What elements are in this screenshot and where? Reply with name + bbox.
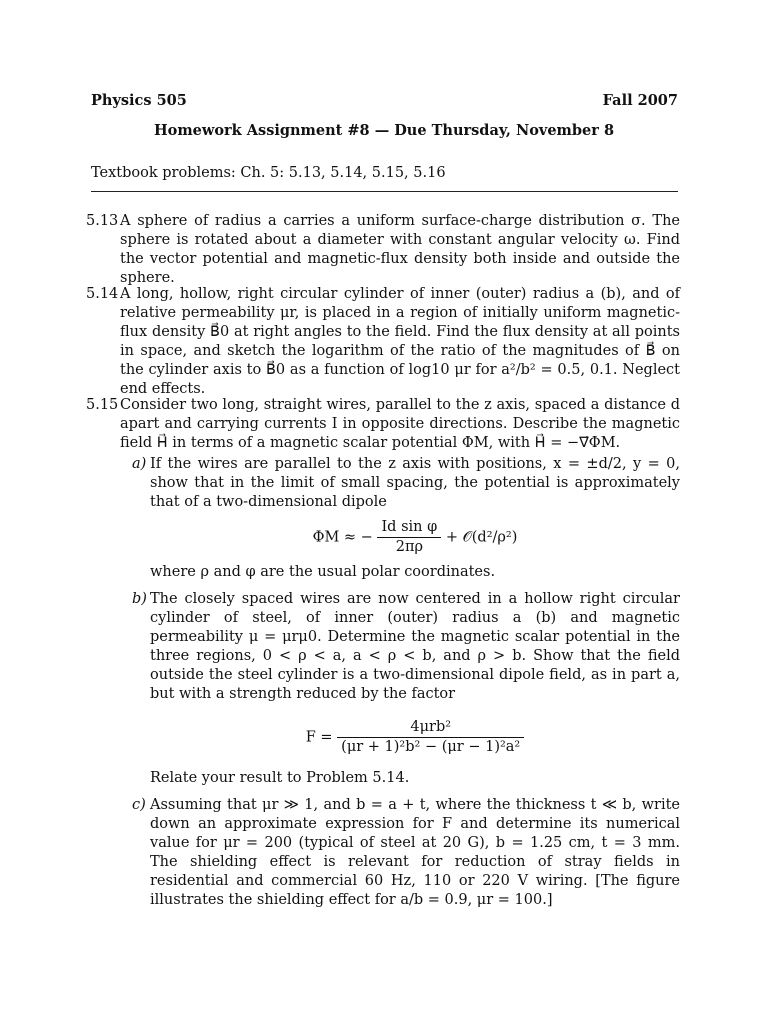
part-a [132,455,680,582]
term: Fall 2007 [602,92,678,109]
equation-rhs: + 𝒪(d²/ρ²) [445,529,518,546]
part-c [132,796,680,910]
assignment-title: Homework Assignment #8 — Due Thursday, November 8 [153,122,615,139]
equation-lhs: F = [305,729,333,746]
textbook-problems: Textbook problems: Ch. 5: 5.13, 5.14, 5.15, 5.16 [91,165,446,181]
fraction-numerator: 4μrb² [337,718,524,738]
problem-number: 5.13 [86,213,119,229]
fraction-denominator: 2πρ [395,539,423,555]
part-after-text: Relate your result to Problem 5.14. [150,770,410,786]
part-text: Assuming that μr ≫ 1, and b = a + t, where the thickness t ≪ b, write down an approximate expression for F and determine its numerical value for μr = 200 (typical of steel at 20 G), b = 1.25 cm, t = 3 mm. The shielding effect is relevant for reduction of stray fields in residential and commercial 60 Hz, 110 or 220 V wiring. [The figure illustrates the shielding effect for a/b = 0.9, μr = 100.] [150,797,680,908]
problem-5-14 [86,285,680,399]
problem-5-13 [86,212,680,288]
factor-equation [150,718,680,757]
part-label: a) [132,456,147,472]
problem-text: Consider two long, straight wires, parallel to the z axis, spaced a distance d apart and carrying currents I in opposite directions. Describe the magnetic field H⃗ in terms of a magnetic scalar potential ΦM, with H⃗ = −∇⃗ΦM. [120,397,680,451]
problem-text: A long, hollow, right circular cylinder of inner (outer) radius a (b), and of relative permeability μr, is placed in a region of initially uniform magnetic-flux density B⃗0 at right angles to the field. Find the flux density at all points in space, and sketch the logarithm of the ratio of the magnitudes of B⃗ on the cylinder axis to B⃗0 as a function of log10 μr for a²/b² = 0.5, 0.1. Neglect end effects. [120,286,680,397]
part-b [132,590,680,788]
problem-5-15 [86,396,680,910]
equation-lhs: ΦM ≈ − [312,529,373,546]
fraction-denominator: (μr + 1)²b² − (μr − 1)²a² [341,739,521,755]
problem-text: A sphere of radius a carries a uniform surface-charge distribution σ. The sphere is rotated about a diameter with constant angular velocity ω. Find the vector potential and magnetic-flux density both inside and outside the sphere. [120,213,680,286]
part-after-text: where ρ and φ are the usual polar coordinates. [150,564,496,580]
part-text: The closely spaced wires are now centered in a hollow right circular cylinder of steel, of inner (outer) radius a (b) and magnetic permeability μ = μrμ0. Determine the magnetic scalar potential in the three regions, 0 < ρ < a, a < ρ < b, and ρ > b. Show that the field outside the steel cylinder is a two-dimensional dipole field, as in part a, but with a strength reduced by the factor [150,591,680,702]
problem-number: 5.14 [86,286,119,302]
part-text: If the wires are parallel to the z axis with positions, x = ±d/2, y = 0, show that in the limit of small spacing, the potential is approximately that of a two-dimensional dipole [150,456,680,510]
equation-fraction [377,518,441,557]
problem-number: 5.15 [86,397,119,413]
equation-fraction [337,718,524,757]
dipole-equation [150,518,680,557]
divider-line [91,191,678,192]
fraction-numerator: Id sin φ [377,518,441,538]
course-name: Physics 505 [91,92,187,109]
part-label: c) [132,797,146,813]
part-label: b) [132,591,147,607]
